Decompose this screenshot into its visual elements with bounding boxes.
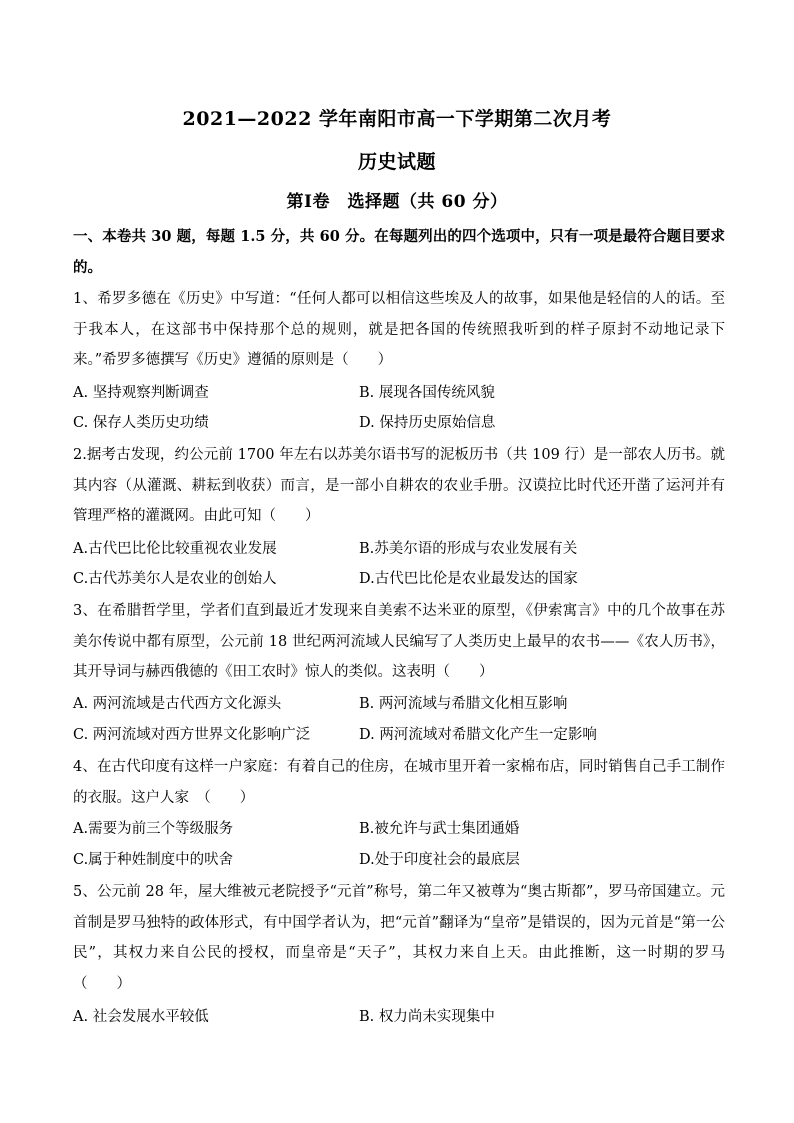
question-5-option-a: A. 社会发展水平较低 — [73, 1009, 209, 1025]
question-3-stem: 3、在希腊哲学里，学者们直到最近才发现来自美索不达米亚的原型，《伊索寓言》中的几个故事在苏美尔传说中都有原型，公元前 18 世纪两河流域人民编写了人类历史上最早的农书——《农人历书》，其开导词与赫西俄德的《田工农时》惊人的类似。这表明（ ） — [73, 603, 725, 680]
question-2-option-b: B.苏美尔语的形成与农业发展有关 — [359, 541, 578, 557]
question-1-options-row-2 — [73, 408, 725, 438]
question-3-option-d: D. 两河流域对希腊文化产生一定影响 — [359, 727, 597, 743]
question-2-option-c: C.古代苏美尔人是农业的创始人 — [73, 571, 277, 587]
question-1-options-row-1 — [73, 378, 725, 408]
question-3-option-b: B. 两河流域与希腊文化相互影响 — [359, 696, 568, 712]
question-2-option-d: D.古代巴比伦是农业最发达的国家 — [359, 571, 578, 587]
question-3-option-a: A. 两河流域是古代西方文化源头 — [73, 696, 282, 712]
question-1-stem: 1、希罗多德在《历史》中写道：“任何人都可以相信这些埃及人的故事，如果他是轻信的人的话。至于我本人，在这部书中保持那个总的规则，就是把各国的传统照我听到的样子原封不动地记录下来。”希罗多德撰写《历史》遵循的原则是（ ） — [73, 291, 725, 368]
question-5-stem: 5、公元前 28 年，屋大维被元老院授予“元首”称号，第二年又被尊为“奥古斯都”，罗马帝国建立。元首制是罗马独特的政体形式，有中国学者认为，把“元首”翻译为“皇帝”是错误的，因为元首是“第一公民”，其权力来自公民的授权，而皇帝是“天子”，其权力来自上天。由此推断，这一时期的罗马 （ ） — [73, 884, 740, 992]
question-1-option-d: D. 保持历史原始信息 — [359, 415, 496, 431]
question-1-option-a: A. 坚持观察判断调查 — [73, 385, 209, 401]
question-4-options-row-1 — [73, 814, 725, 844]
question-2-option-a: A.古代巴比伦比较重视农业发展 — [73, 541, 277, 557]
question-4-option-d: D.处于印度社会的最底层 — [359, 852, 520, 868]
question-4-option-b: B.被允许与武士集团通婚 — [359, 821, 520, 837]
question-4-options-row-2 — [73, 845, 725, 875]
instructions: 一、本卷共 30 题，每题 1.5 分，共 60 分。在每题列出的四个选项中，只有一项是最符合题目要求的。 — [73, 228, 725, 276]
question-3-options-row-1 — [73, 689, 725, 719]
question-3-option-c: C. 两河流域对西方世界文化影响广泛 — [73, 727, 311, 743]
question-3-options-row-2 — [73, 720, 725, 750]
question-4-stem: 4、在古代印度有这样一户家庭：有着自己的住房，在城市里开着一家棉布店，同时销售自己手工制作的衣服。这户人家 （ ） — [73, 759, 725, 806]
section-title: 第Ⅰ卷 选择题（共 60 分） — [286, 192, 508, 212]
question-4-option-c: C.属于种姓制度中的吠舍 — [73, 852, 234, 868]
question-1-option-c: C. 保存人类历史功绩 — [73, 415, 209, 431]
question-5-options-row-1 — [73, 1002, 725, 1032]
question-1-option-b: B. 展现各国传统风貌 — [359, 385, 495, 401]
exam-title: 2021—2022 学年南阳市高一下学期第二次月考 — [182, 108, 612, 130]
question-5-option-b: B. 权力尚未实现集中 — [359, 1009, 495, 1025]
question-2-options-row-1 — [73, 534, 725, 564]
question-2-stem: 2.据考古发现，约公元前 1700 年左右以苏美尔语书写的泥板历书（共 109 行）是一部农人历书。就其内容（从灌溉、耕耘到收获）而言，是一部小自耕农的农业手册。汉谟拉比时代还开凿了运河并有管理严格的灌溉网。由此可知（ ） — [73, 447, 725, 524]
question-4-option-a: A.需要为前三个等级服务 — [73, 821, 234, 837]
question-2-options-row-2 — [73, 564, 725, 594]
subject-title: 历史试题 — [357, 151, 436, 173]
